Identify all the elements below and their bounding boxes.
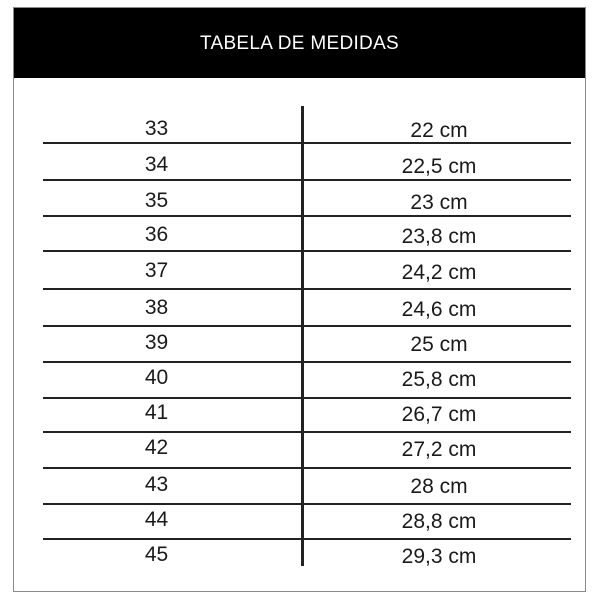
size-cell: 43	[144, 473, 169, 496]
length-cell: 24,6 cm	[401, 298, 477, 321]
table-row	[14, 362, 587, 398]
size-cell: 35	[144, 189, 169, 212]
row-divider	[43, 431, 571, 433]
row-divider	[43, 250, 571, 252]
size-cell: 37	[144, 259, 169, 282]
length-cell: 23 cm	[410, 191, 468, 214]
length-cell: 23,8 cm	[401, 225, 477, 248]
length-cell: 29,3 cm	[401, 545, 477, 568]
size-cell: 45	[144, 543, 169, 566]
page-title: TABELA DE MEDIDAS	[199, 33, 400, 54]
length-cell: 26,7 cm	[401, 403, 477, 426]
table-row	[14, 255, 587, 291]
table-row	[14, 469, 587, 505]
length-cell: 25,8 cm	[401, 368, 477, 391]
length-cell: 28,8 cm	[401, 510, 477, 533]
length-cell: 24,2 cm	[401, 261, 477, 284]
length-cell: 27,2 cm	[401, 438, 477, 461]
size-cell: 38	[144, 296, 169, 319]
row-divider	[43, 288, 571, 290]
row-divider	[43, 361, 571, 363]
row-divider	[43, 538, 571, 540]
length-cell: 28 cm	[410, 475, 468, 498]
length-cell: 22 cm	[410, 119, 468, 142]
table-row	[14, 432, 587, 468]
length-cell: 22,5 cm	[401, 155, 477, 178]
size-chart-frame	[13, 7, 586, 592]
size-cell: 39	[144, 331, 169, 354]
row-divider	[43, 325, 571, 327]
table-row	[14, 539, 587, 575]
table-row	[14, 327, 587, 363]
row-divider	[43, 215, 571, 217]
size-cell: 33	[144, 117, 169, 140]
table-row	[14, 504, 587, 540]
table-row	[14, 397, 587, 433]
row-divider	[43, 179, 571, 181]
row-divider	[43, 142, 571, 144]
size-cell: 40	[144, 366, 169, 389]
row-divider	[43, 467, 571, 469]
length-cell: 25 cm	[410, 333, 468, 356]
size-table	[14, 8, 587, 593]
row-divider	[43, 397, 571, 399]
size-cell: 42	[144, 436, 169, 459]
size-cell: 44	[144, 508, 169, 531]
table-row	[14, 292, 587, 328]
size-cell: 34	[144, 153, 169, 176]
row-divider	[43, 503, 571, 505]
size-cell: 36	[144, 223, 169, 246]
size-cell: 41	[144, 401, 169, 424]
